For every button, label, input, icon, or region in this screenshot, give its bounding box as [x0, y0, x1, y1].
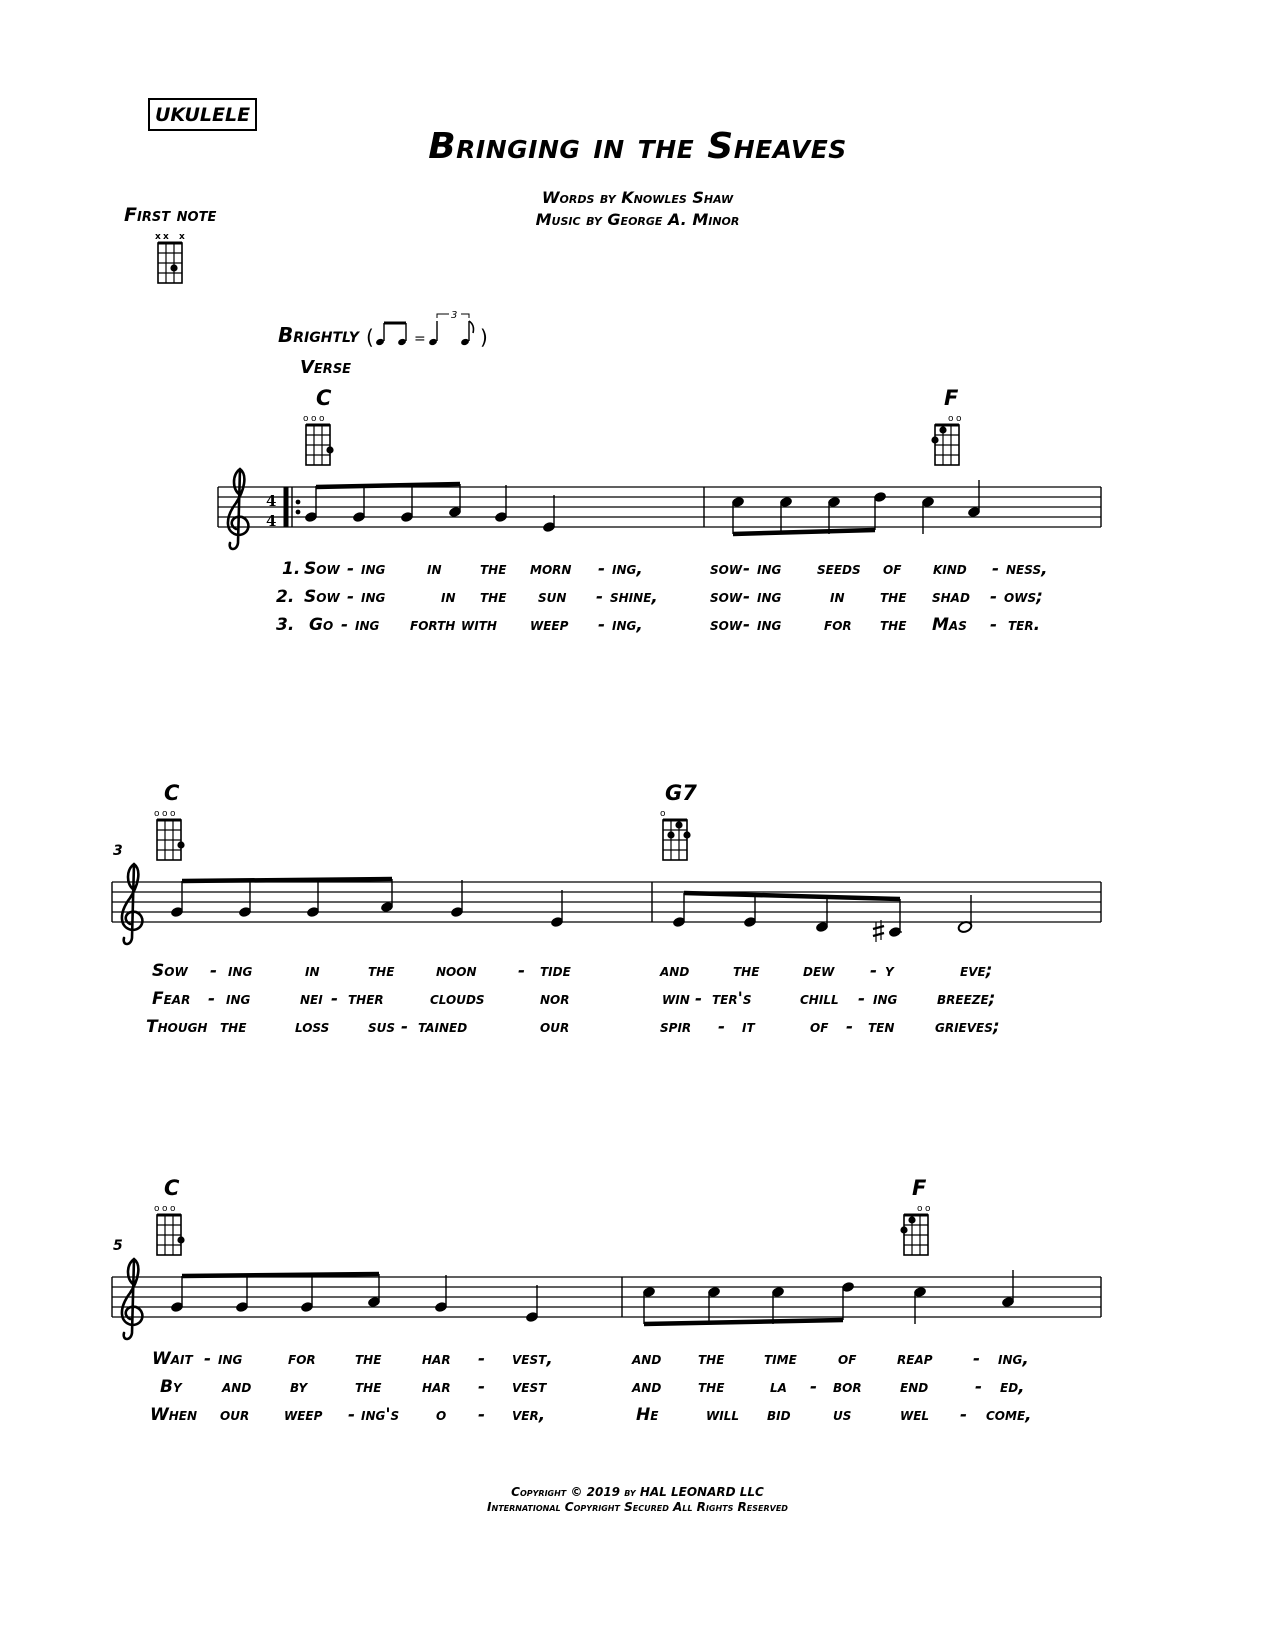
lyric-syllable: for [288, 1349, 316, 1369]
lyric-syllable: tide [540, 961, 571, 981]
lyric-syllable: of [810, 1017, 829, 1037]
lyric-syllable: vest [512, 1377, 547, 1397]
lyric-syllable: the [698, 1377, 725, 1397]
lyric-syllable: clouds [430, 989, 485, 1009]
lyric-syllable: tained [418, 1017, 468, 1037]
svg-text:x: x [155, 232, 161, 242]
lyric-syllable: dew [803, 961, 835, 981]
lyric-syllable: Mas [932, 615, 967, 635]
lyric-syllable: nei [300, 989, 323, 1009]
lyric-syllable: of [838, 1349, 857, 1369]
lyric-syllable: kind [933, 559, 967, 579]
lyric-syllable: - [960, 1405, 968, 1425]
lyric-syllable: ing, [998, 1349, 1029, 1369]
staff-system-1 [218, 469, 1101, 549]
svg-text:4: 4 [266, 492, 277, 510]
lyric-syllable: ver, [512, 1405, 546, 1425]
lyric-syllable: ing [757, 559, 782, 579]
lyric-syllable: la [770, 1377, 787, 1397]
lyric-syllable: and [632, 1377, 662, 1397]
lyric-syllable: 2. [276, 587, 295, 607]
lyric-syllable: our [540, 1017, 570, 1037]
lyric-syllable: - [858, 989, 866, 1009]
lyric-syllable: us [833, 1405, 852, 1425]
lyric-syllable: - [810, 1377, 818, 1397]
svg-text:o: o [319, 414, 325, 424]
svg-text:o: o [311, 414, 317, 424]
chord-name-f: F [944, 386, 959, 410]
lyric-syllable: - [695, 989, 703, 1009]
lyric-syllable: - [348, 1405, 356, 1425]
svg-text:o: o [154, 809, 160, 819]
lyric-syllable: - [598, 559, 606, 579]
lyric-syllable: bid [767, 1405, 791, 1425]
lyric-syllable: ing, [612, 559, 643, 579]
lyric-syllable: 3. [276, 615, 295, 635]
lyric-syllable: ing [757, 587, 782, 607]
lyric-syllable: He [636, 1405, 659, 1425]
lyric-syllable: sow [710, 587, 743, 607]
lyric-syllable: - [478, 1349, 486, 1369]
svg-text:): ) [480, 325, 488, 349]
lyric-syllable: Fear [152, 989, 191, 1009]
lyric-syllable: Wait [152, 1349, 193, 1369]
svg-text:o: o [162, 809, 168, 819]
swing-equivalence [366, 310, 488, 349]
lyric-syllable: end [900, 1377, 929, 1397]
lyric-syllable: the [880, 615, 907, 635]
lyric-syllable: ten [868, 1017, 895, 1037]
lyric-syllable: - [990, 587, 998, 607]
measure-number: 3 [113, 843, 123, 859]
svg-text:o: o [170, 1204, 176, 1214]
lyric-syllable: ther [348, 989, 384, 1009]
lyric-syllable: the [355, 1349, 382, 1369]
chord-name-g7: G7 [665, 781, 697, 805]
svg-text:x: x [163, 232, 169, 242]
sharp-sign [873, 920, 884, 942]
lyric-syllable: weep [530, 615, 569, 635]
tempo-text: Brightly [278, 323, 359, 347]
lyric-syllable: the [368, 961, 395, 981]
lyric-syllable: - [743, 587, 751, 607]
staff-system-2 [112, 864, 1101, 944]
lyric-syllable: forth [410, 615, 456, 635]
lyric-syllable: ter's [712, 989, 752, 1009]
lyric-syllable: seeds [817, 559, 861, 579]
lyric-syllable: noon [436, 961, 477, 981]
lyric-syllable: ing [226, 989, 251, 1009]
lyric-syllable: When [150, 1405, 198, 1425]
lyric-syllable: har [422, 1377, 451, 1397]
lyric-syllable: har [422, 1349, 451, 1369]
lyric-syllable: - [743, 559, 751, 579]
lyric-syllable: Sow [304, 559, 340, 579]
lyric-syllable: will [706, 1405, 739, 1425]
lyric-syllable: morn [530, 559, 572, 579]
lyric-syllable: vest, [512, 1349, 553, 1369]
svg-text:x: x [179, 232, 185, 242]
words-credit: Words by Knowles Shaw [541, 188, 734, 207]
lyric-syllable: ing's [361, 1405, 400, 1425]
lyric-syllable: ing [355, 615, 380, 635]
lyric-syllable: shad [932, 587, 970, 607]
lyric-syllable: ter. [1008, 615, 1041, 635]
chord-name-f: F [912, 1176, 927, 1200]
lyric-syllable: loss [295, 1017, 330, 1037]
lyric-syllable: ness, [1006, 559, 1048, 579]
lyric-syllable: sow [710, 559, 743, 579]
instrument-badge: UKULELE [148, 98, 257, 131]
lyric-syllable: ing [361, 559, 386, 579]
lyric-syllable: - [992, 559, 1000, 579]
lyric-syllable: the [480, 587, 507, 607]
lyric-syllable: and [632, 1349, 662, 1369]
lyric-syllable: sus [368, 1017, 396, 1037]
svg-text:o: o [162, 1204, 168, 1214]
lyric-syllable: and [660, 961, 690, 981]
chord-diagram-c [154, 809, 185, 860]
lyric-syllable: - [208, 989, 216, 1009]
lyric-syllable: by [290, 1377, 308, 1397]
lyric-syllable: - [596, 587, 604, 607]
copyright-line: International Copyright Secured All Rights Reserved [487, 1500, 788, 1514]
lyric-syllable: ed, [1000, 1377, 1025, 1397]
lyric-syllable: - [347, 559, 355, 579]
lyric-syllable: sow [710, 615, 743, 635]
music-credit: Music by George A. Minor [535, 210, 740, 229]
chord-name-c: C [164, 1176, 180, 1200]
lyric-syllable: o [436, 1405, 447, 1425]
chord-diagram-c [154, 1204, 185, 1255]
lyric-syllable: 1. [282, 559, 301, 579]
lyric-syllable: it [742, 1017, 755, 1037]
lyric-syllable: the [480, 559, 507, 579]
lyric-syllable: in [441, 587, 456, 607]
lyric-syllable: shine, [610, 587, 658, 607]
lyric-syllable: the [880, 587, 907, 607]
lyric-syllable: breeze; [937, 989, 996, 1009]
lyric-syllable: win [662, 989, 690, 1009]
lyric-syllable: Sow [304, 587, 340, 607]
lyric-syllable: bor [833, 1377, 862, 1397]
lyric-syllable: of [883, 559, 902, 579]
lyric-syllable: time [764, 1349, 797, 1369]
lyric-syllable: nor [540, 989, 570, 1009]
lyric-syllable: - [204, 1349, 212, 1369]
lyric-syllable: - [210, 961, 218, 981]
lyric-syllable: Go [309, 615, 334, 635]
lyric-syllable: ing [873, 989, 898, 1009]
svg-text:o: o [303, 414, 309, 424]
svg-text:(: ( [366, 325, 374, 349]
lyric-syllable: the [220, 1017, 247, 1037]
chord-name-c: C [316, 386, 332, 410]
lyric-syllable: ing, [612, 615, 643, 635]
triplet-number: 3 [451, 310, 458, 321]
lyric-syllable: the [355, 1377, 382, 1397]
lyric-syllable: - [331, 989, 339, 1009]
lyric-syllable: ows; [1004, 587, 1043, 607]
chord-diagram-f [900, 1204, 931, 1255]
svg-text:o: o [170, 809, 176, 819]
lyric-syllable: the [698, 1349, 725, 1369]
copyright-line: Copyright © 2019 by HAL LEONARD LLC [511, 1485, 764, 1499]
section-label: Verse [300, 357, 352, 378]
lyric-syllable: with [461, 615, 497, 635]
lyric-syllable: weep [284, 1405, 323, 1425]
lyric-syllable: ing [757, 615, 782, 635]
first-note-label: First note [124, 204, 217, 226]
lyric-syllable: for [824, 615, 852, 635]
lyric-syllable: ing [228, 961, 253, 981]
lyric-syllable: sun [538, 587, 567, 607]
lyric-syllable: - [973, 1349, 981, 1369]
lyric-syllable: spir [660, 1017, 692, 1037]
lyric-syllable: - [347, 587, 355, 607]
lyric-syllable: our [220, 1405, 250, 1425]
lyric-syllable: - [718, 1017, 726, 1037]
lyric-syllable: Sow [152, 961, 188, 981]
lyric-syllable: wel [900, 1405, 930, 1425]
lyric-syllable: ing [361, 587, 386, 607]
equals-sign: = [414, 331, 426, 347]
lyric-syllable: - [743, 615, 751, 635]
lyric-syllable: and [222, 1377, 252, 1397]
lyric-syllable: chill [800, 989, 839, 1009]
chord-diagram-g7 [660, 809, 691, 860]
svg-text:o: o [154, 1204, 160, 1214]
lyric-syllable: - [478, 1405, 486, 1425]
lyric-syllable: - [598, 615, 606, 635]
chord-name-c: C [164, 781, 180, 805]
lyric-syllable: By [160, 1377, 182, 1397]
lyric-syllable: come, [986, 1405, 1032, 1425]
chord-diagram-f [931, 414, 962, 465]
svg-text:o: o [948, 414, 954, 424]
lyric-syllable: - [341, 615, 349, 635]
svg-text:o: o [956, 414, 962, 424]
svg-text:o: o [660, 809, 666, 819]
lyric-syllable: - [518, 961, 526, 981]
svg-text:4: 4 [266, 512, 277, 530]
measure-number: 5 [113, 1238, 123, 1254]
lyric-syllable: the [733, 961, 760, 981]
lyric-syllable: - [478, 1377, 486, 1397]
chord-diagram-c [303, 414, 334, 465]
song-title: Bringing in the Sheaves [428, 126, 847, 167]
lyric-syllable: in [830, 587, 845, 607]
lyric-syllable: reap [897, 1349, 933, 1369]
svg-text:o: o [925, 1204, 931, 1214]
lyric-syllable: - [975, 1377, 983, 1397]
lyric-syllable: - [870, 961, 878, 981]
lyric-syllable: ing [218, 1349, 243, 1369]
lyric-syllable: Though [146, 1017, 208, 1037]
lyric-syllable: eve; [960, 961, 993, 981]
lyric-syllable: y [885, 961, 894, 981]
lyric-syllable: grieves; [935, 1017, 1000, 1037]
first-note-diagram [155, 232, 185, 283]
lyric-syllable: in [305, 961, 320, 981]
svg-text:o: o [917, 1204, 923, 1214]
lyric-syllable: in [427, 559, 442, 579]
lyric-syllable: - [401, 1017, 409, 1037]
staff-system-3 [112, 1259, 1101, 1339]
lyric-syllable: - [990, 615, 998, 635]
lyric-syllable: - [846, 1017, 854, 1037]
